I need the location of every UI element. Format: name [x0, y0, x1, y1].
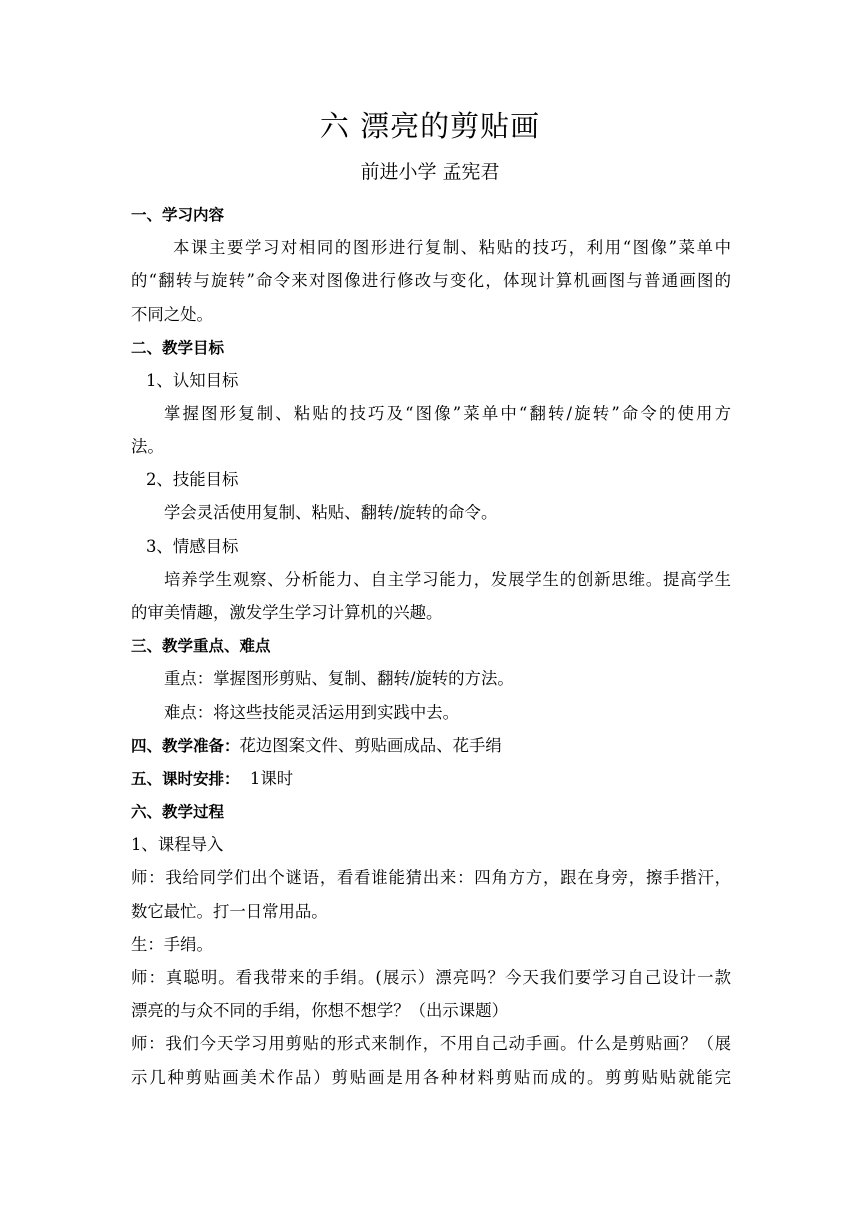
document-title: 六 漂亮的剪贴画	[319, 109, 541, 143]
section-heading-key-points: 三、教学重点、难点	[131, 637, 271, 655]
paragraph-line: 的“翻转与旋转”命令来对图像进行修改与变化，体现计算机画图与普通画图的	[131, 271, 731, 290]
paragraph-line: 不同之处。	[131, 305, 213, 324]
section-class-schedule	[131, 767, 731, 791]
paragraph-line: 的审美情趣，激发学生学习计算机的兴趣。	[131, 603, 443, 622]
dialogue-line: 示几种剪贴画美术作品）剪贴画是用各种材料剪贴而成的。剪剪贴贴就能完	[131, 1068, 731, 1087]
dialogue-line: 漂亮的与众不同的手绢，你想不想学？（出示课题）	[131, 1001, 508, 1020]
dialogue-line: 数它最忙。打一日常用品。	[131, 902, 328, 921]
preparation-text: 花边图案文件、剪贴画成品、花手绢	[239, 736, 502, 755]
paragraph-line: 重点：掌握图形剪贴、复制、翻转/旋转的方法。	[164, 669, 514, 688]
paragraph-line: 培养学生观察、分析能力、自主学习能力，发展学生的创新思维。提高学生	[164, 570, 731, 589]
dialogue-line: 师：真聪明。看我带来的手绢。(展示）漂亮吗？今天我们要学习自己设计一款	[131, 968, 731, 987]
paragraph-line: 难点：将这些技能灵活运用到实践中去。	[164, 703, 460, 722]
section-heading-teaching-goals: 二、教学目标	[131, 339, 225, 357]
section-heading-teaching-process: 六、教学过程	[131, 803, 225, 821]
subheading-cognitive-goal: 1、认知目标	[146, 371, 239, 390]
author-line: 前进小学 孟宪君	[360, 161, 500, 183]
paragraph-line: 学会灵活使用复制、粘贴、翻转/旋转的命令。	[164, 503, 498, 522]
section-heading-preparation: 四、教学准备：	[131, 737, 240, 755]
subheading-emotion-goal: 3、情感目标	[146, 537, 239, 556]
schedule-text: 1课时	[239, 769, 294, 788]
subheading-skill-goal: 2、技能目标	[146, 470, 239, 489]
section-heading-learning-content: 一、学习内容	[131, 206, 225, 224]
paragraph-line: 本课主要学习对相同的图形进行复制、粘贴的技巧，利用“图像”菜单中	[173, 238, 731, 257]
paragraph-line: 法。	[131, 437, 164, 456]
dialogue-line: 生：手绢。	[131, 935, 213, 954]
section-teaching-preparation	[131, 734, 731, 758]
dialogue-line: 师：我给同学们出个谜语，看看谁能猜出来：四角方方，跟在身旁，擦手揩汗，	[131, 868, 731, 887]
paragraph-line: 掌握图形复制、粘贴的技巧及“图像”菜单中“翻转/旋转”命令的使用方	[164, 404, 731, 423]
section-heading-schedule: 五、课时安排：	[131, 770, 240, 788]
subheading-course-intro: 1、课程导入	[131, 835, 224, 854]
dialogue-line: 师：我们今天学习用剪贴的形式来制作，不用自己动手画。什么是剪贴画？（展	[131, 1034, 731, 1053]
